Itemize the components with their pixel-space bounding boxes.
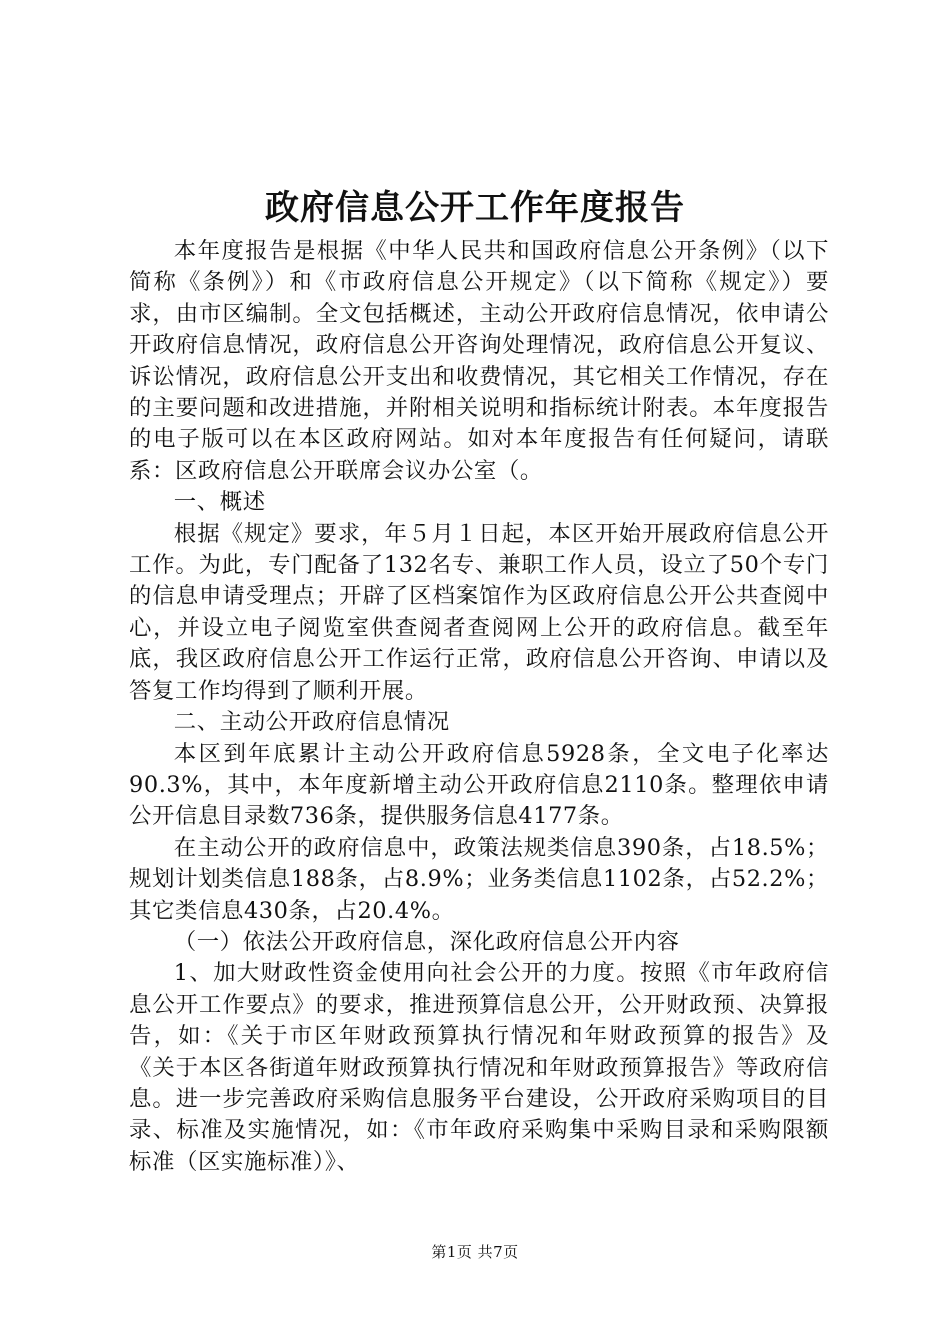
paragraph-overview: 根据《规定》要求，年５月１日起，本区开始开展政府信息公开工作。为此，专门配备了132名专、兼职工作人员，设立了50个专门的信息申请受理点；开辟了区档案馆作为区政府信息公开公共查阅中心，并设立电子阅览室供查阅者查阅网上公开的政府信息。截至年底，我区政府信息公开工作运行正常，政府信息公开咨询、申请以及答复工作均得到了顺利开展。 bbox=[129, 520, 829, 704]
paragraph-intro: 本年度报告是根据《中华人民共和国政府信息公开条例》（以下简称《条例》）和《市政府信息公开规定》（以下简称《规定》）要求，由市区编制。全文包括概述，主动公开政府信息情况，依申请公开政府信息情况，政府信息公开咨询处理情况，政府信息公开复议、诉讼情况，政府信息公开支出和收费情况，其它相关工作情况，存在的主要问题和改进措施，并附相关说明和指标统计附表。本年度报告的电子版可以在本区政府网站。如对本年度报告有任何疑问，请联系：区政府信息公开联席会议办公室（。 bbox=[129, 238, 829, 484]
paragraph-disclosure-categories: 在主动公开的政府信息中，政策法规类信息390条，占18.5%；规划计划类信息188条，占8.9%；业务类信息1102条，占52.2%；其它类信息430条，占20.4%。 bbox=[129, 834, 829, 924]
section-heading-overview: 一、概述 bbox=[173, 489, 266, 516]
page-footer: 第1页 共7页 bbox=[431, 1243, 519, 1261]
paragraph-fiscal-disclosure: 1、加大财政性资金使用向社会公开的力度。按照《市年政府信息公开工作要点》的要求，推进预算信息公开，公开财政预、决算报告，如：《关于市区年财政预算执行情况和年财政预算的报告》及《关于本区各街道年财政预算执行情况和年财政预算报告》等政府信息。进一步完善政府采购信息服务平台建设，公开政府采购项目的目录、标准及实施情况，如：《市年政府采购集中采购目录和采购限额标准（区实施标准）》、 bbox=[129, 960, 829, 1175]
paragraph-disclosure-totals: 本区到年底累计主动公开政府信息5928条，全文电子化率达90.3%，其中，本年度新增主动公开政府信息2110条。整理依申请公开信息目录数736条，提供服务信息4177条。 bbox=[129, 740, 829, 830]
document-title: 政府信息公开工作年度报告 bbox=[265, 188, 685, 228]
subsection-heading-lawful-disclosure: （一）依法公开政府信息，深化政府信息公开内容 bbox=[173, 928, 680, 955]
section-heading-active-disclosure: 二、主动公开政府信息情况 bbox=[173, 709, 450, 736]
document-body bbox=[129, 236, 829, 1178]
